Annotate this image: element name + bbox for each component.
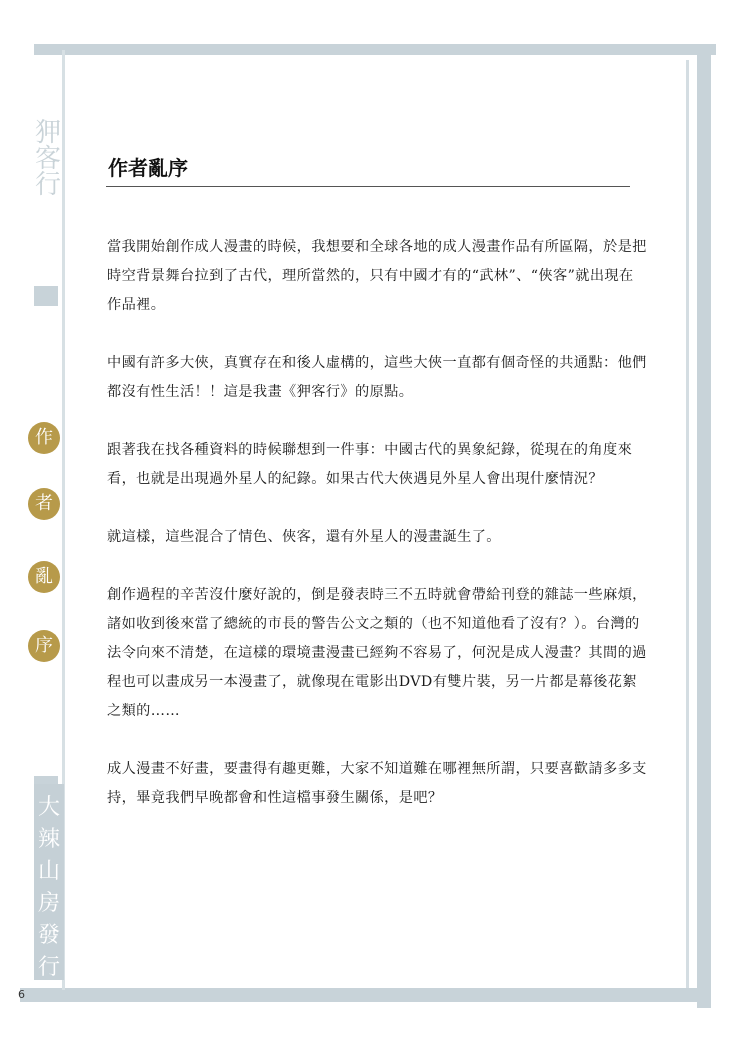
left-bar-decoration: [34, 286, 58, 306]
frame-top-border: [34, 44, 716, 55]
paragraph: 創作過程的辛苦沒什麼好說的，倒是發表時三不五時就會帶給刊登的雜誌一些麻煩，諸如收到後來當了總統的市長的警告公文之類的（也不知道他看了沒有？）。台灣的法令向來不清楚，在這樣的環境畫漫畫已經夠不容易了，何況是成人漫畫？其間的過程也可以畫成另一本漫畫了，就像現在電影出DVD有雙片裝，另一片都是幕後花絮之類的……: [107, 587, 647, 719]
book-logo: 狎客行: [34, 118, 61, 200]
side-tab-1: 作: [28, 422, 60, 454]
title-divider: [106, 186, 630, 187]
frame-bottom-border: [20, 988, 710, 1002]
paragraph: 成人漫畫不好畫，要畫得有趣更難，大家不知道難在哪裡無所謂，只要喜歡請多多支持，畢竟我們早晚都會和性這檔事發生關係，是吧？: [107, 761, 647, 806]
side-tab-4: 序: [28, 630, 60, 662]
side-tab-3: 亂: [28, 561, 60, 593]
paragraph: 中國有許多大俠，真實存在和後人虛構的，這些大俠一直都有個奇怪的共通點：他們都沒有性生活！！這是我畫《狎客行》的原點。: [107, 355, 647, 400]
frame-right-border: [697, 48, 711, 1008]
page-number: 6: [18, 988, 25, 1001]
publisher-name: 大辣山房發行: [38, 795, 61, 980]
preface-body: [107, 233, 647, 813]
paragraph: 就這樣，這些混合了情色、俠客，還有外星人的漫畫誕生了。: [107, 529, 501, 545]
side-tab-2: 者: [28, 488, 60, 520]
page-title: 作者亂序: [108, 156, 188, 180]
frame-right-inner-line: [686, 60, 689, 990]
paragraph: 當我開始創作成人漫畫的時候，我想要和全球各地的成人漫畫作品有所區隔，於是把時空背景舞台拉到了古代，理所當然的，只有中國才有的“武林”、“俠客”就出現在作品裡。: [107, 239, 647, 313]
paragraph: 跟著我在找各種資料的時候聯想到一件事：中國古代的異象紀錄，從現在的角度來看，也就是出現過外星人的紀錄。如果古代大俠遇見外星人會出現什麼情況？: [107, 442, 633, 487]
